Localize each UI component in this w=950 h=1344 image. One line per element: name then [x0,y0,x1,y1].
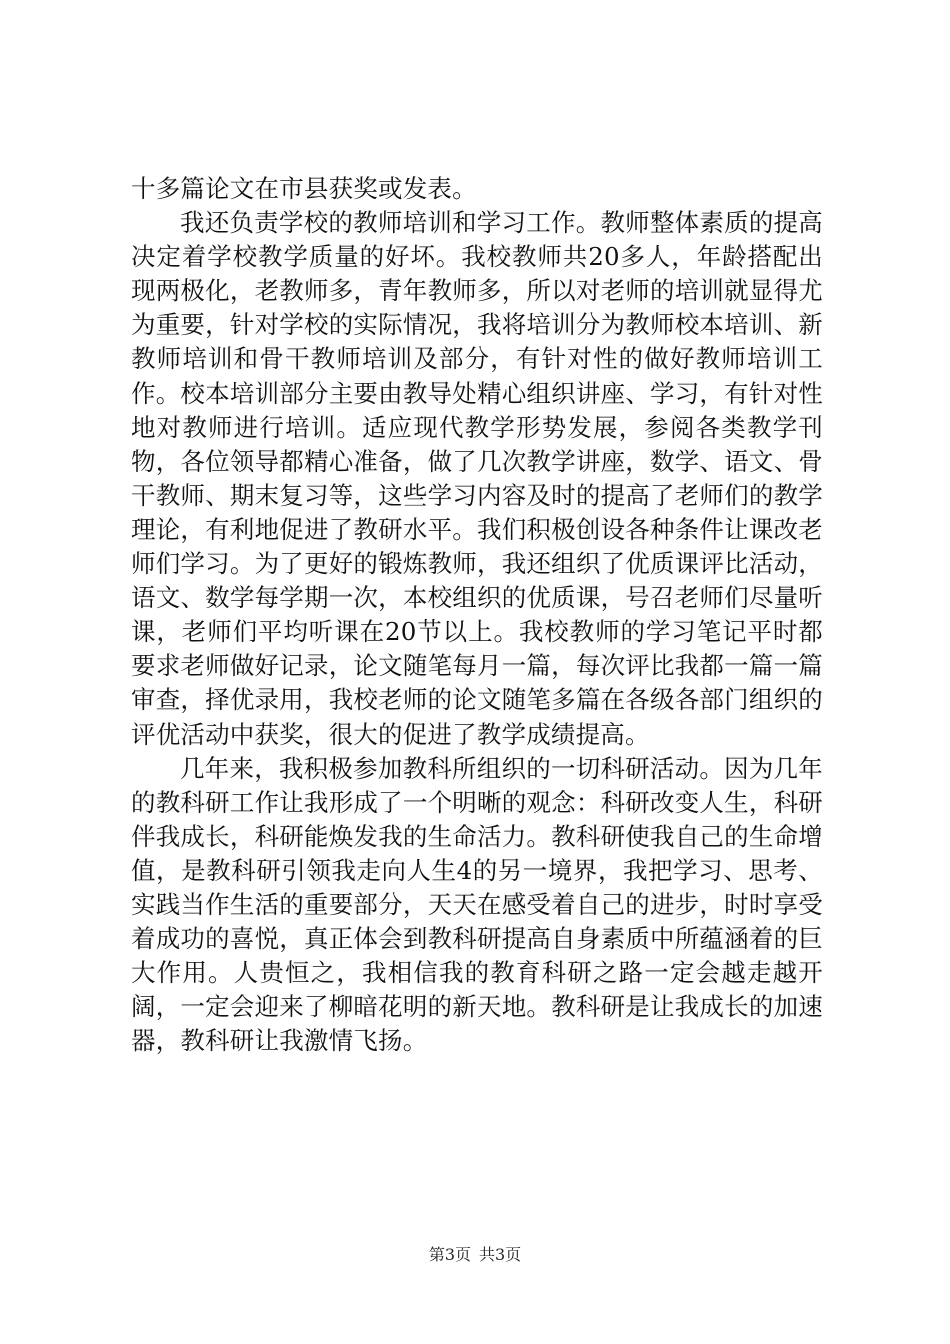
page-number-current: 第3页 [428,1245,471,1264]
page-number-total: 共3页 [479,1245,522,1264]
paragraph-research-activities: 几年来，我积极参加教科所组织的一切科研活动。因为几年的教科研工作让我形成了一个明晰的观念：科研改变人生，科研伴我成长，科研能焕发我的生命活力。教科研使我自己的生命增值，是教科研引领我走向人生4的另一境界，我把学习、思考、实践当作生活的重要部分，天天在感受着自己的进步，时时享受着成功的喜悦，真正体会到教科研提高自身素质中所蕴涵着的巨大作用。人贵恒之，我相信我的教育科研之路一定会越走越开阔，一定会迎来了柳暗花明的新天地。教科研是让我成长的加速器，教科研让我激情飞扬。 [131,753,823,1056]
page-footer [0,1244,950,1266]
paragraph-continuation: 十多篇论文在市县获奖或发表。 [131,174,477,203]
paragraph-teacher-training: 我还负责学校的教师培训和学习工作。教师整体素质的提高决定着学校教学质量的好坏。我校教师共20多人，年龄搭配出现两极化，老教师多，青年教师多，所以对老师的培训就显得尤为重要，针对学校的实际情况，我将培训分为教师校本培训、新教师培训和骨干教师培训及部分，有针对性的做好教师培训工作。校本培训部分主要由教导处精心组织讲座、学习，有针对性地对教师进行培训。适应现代教学形势发展，参阅各类教学刊物，各位领导都精心准备，做了几次教学讲座，数学、语文、骨干教师、期末复习等，这些学习内容及时的提高了老师们的教学理论，有利地促进了教研水平。我们积极创设各种条件让课改老师们学习。为了更好的锻炼教师，我还组织了优质课评比活动，语文、数学每学期一次，本校组织的优质课，号召老师们尽量听课，老师们平均听课在20节以上。我校教师的学习笔记平时都要求老师做好记录，论文随笔每月一篇，每次评比我都一篇一篇审查，择优录用，我校老师的论文随笔多篇在各级各部门组织的评优活动中获奖，很大的促进了教学成绩提高。 [131,208,823,749]
document-body [131,172,823,1058]
